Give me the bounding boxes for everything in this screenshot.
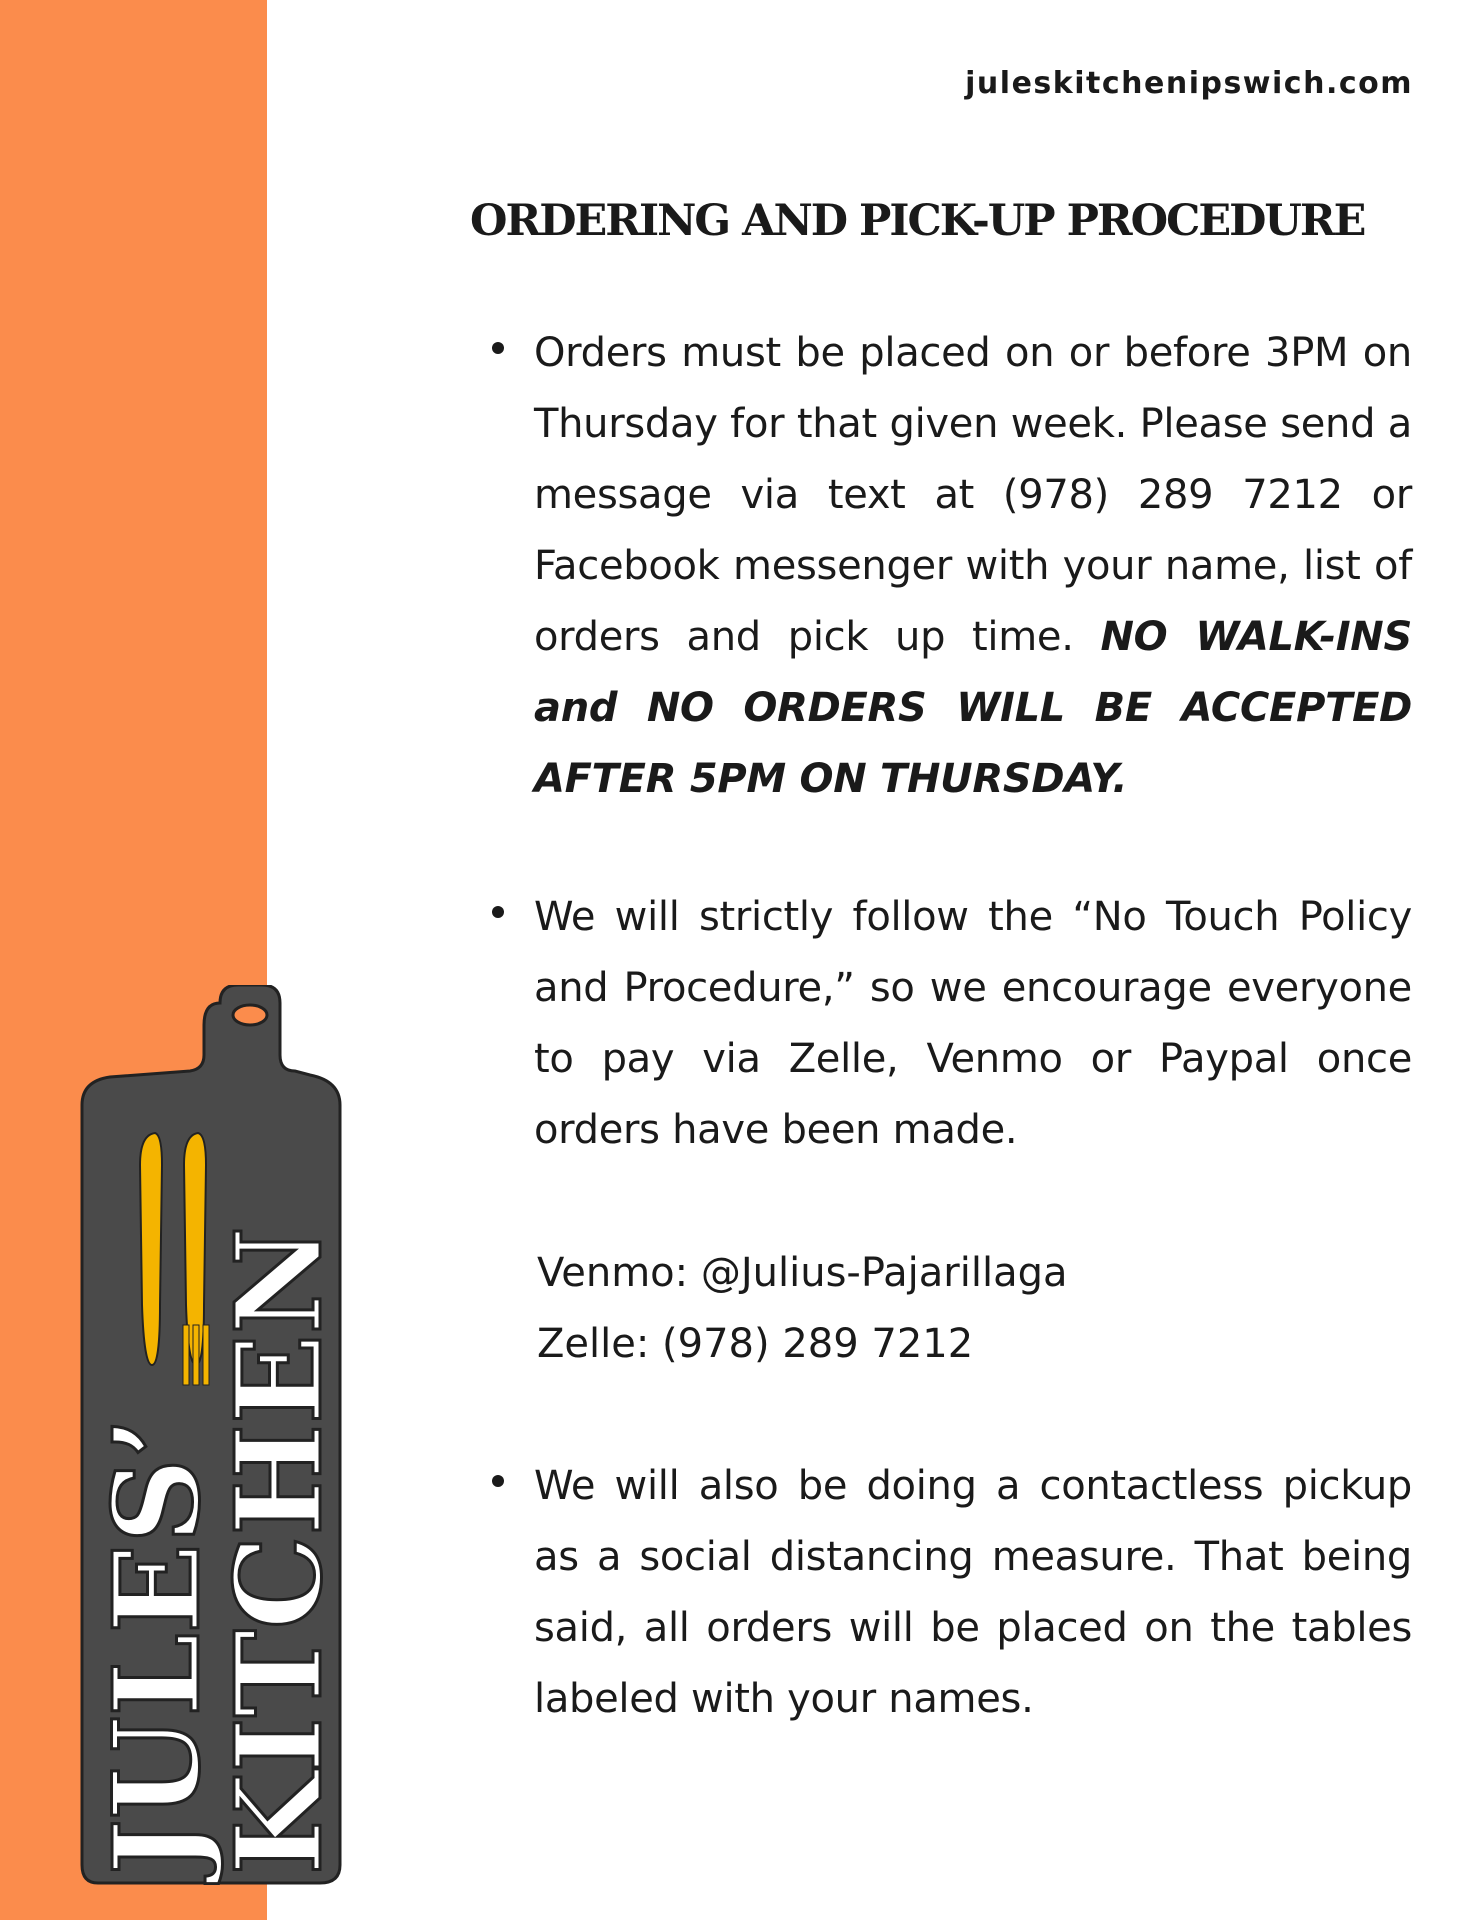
logo-word-kitchen: KITCHEN xyxy=(209,1226,348,1875)
list-item xyxy=(492,882,1412,1166)
fork-icon xyxy=(183,1325,209,1385)
logo-wordmark xyxy=(87,1417,226,1884)
page-title: ORDERING AND PICK-UP PROCEDURE xyxy=(470,196,1365,246)
payment-info xyxy=(537,1238,1068,1380)
logo-word-jules: JULES’ xyxy=(87,1417,226,1875)
jules-kitchen-logo xyxy=(80,985,420,1885)
bullet-text: We will strictly follow the “No Touch Policy and Procedure,” so we encourage everyone to pay via Zelle, Venmo or Paypal once orders have been made. xyxy=(534,894,1412,1153)
zelle-line: Zelle: (978) 289 7212 xyxy=(537,1321,974,1367)
venmo-line: Venmo: @Julius-Pajarillaga xyxy=(537,1250,1068,1296)
list-item xyxy=(492,318,1412,815)
bullet-dot-icon xyxy=(492,1475,504,1487)
website-url: juleskitchenipswich.com xyxy=(965,66,1413,101)
list-item xyxy=(492,1451,1412,1735)
bullet-body: Orders must be placed on or before 3PM on Thursday for that given week. Please send a message via text at (978) 289 7212 or Facebook messenger with your name, list of orders and pick up time. xyxy=(534,330,1412,660)
bullet-text xyxy=(534,318,1412,815)
bullet-dot-icon xyxy=(492,906,504,918)
bullet-emphasis: NO WALK-INS and NO ORDERS WILL BE ACCEPTED AFTER 5PM ON THURSDAY. xyxy=(534,614,1412,802)
bullet-text: We will also be doing a contactless pickup as a social distancing measure. That being said, all orders will be placed on the tables labeled with your names. xyxy=(534,1463,1412,1722)
bullet-dot-icon xyxy=(492,342,504,354)
logo-wordmark-2 xyxy=(209,1226,348,1875)
